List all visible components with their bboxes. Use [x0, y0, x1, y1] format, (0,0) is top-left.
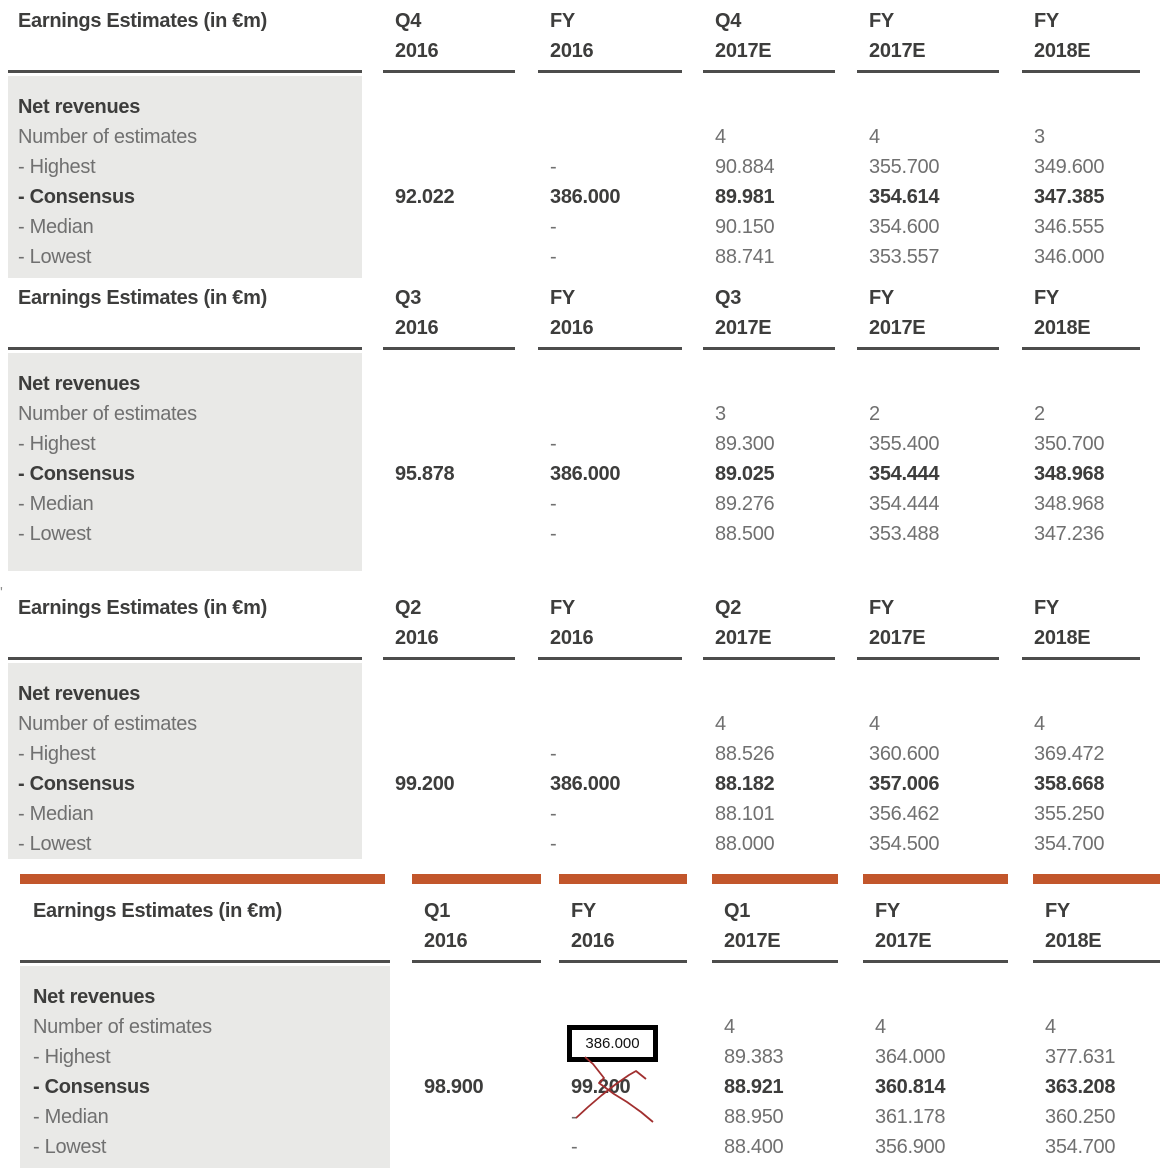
row-label: Net revenues: [33, 986, 156, 1008]
cell: 350.700: [1034, 433, 1105, 455]
row-label: - Highest: [33, 1046, 111, 1068]
cell: -: [571, 1136, 578, 1158]
cell: 354.444: [869, 463, 940, 485]
value-column: [383, 593, 515, 859]
column-year: 2016: [424, 930, 468, 952]
cell: 4: [1045, 1016, 1056, 1038]
column-header: [857, 283, 999, 350]
column-year: 2016: [550, 317, 594, 339]
value-column: [383, 6, 515, 278]
cell: [395, 489, 515, 519]
column-period: Q4: [715, 10, 742, 32]
cell: [424, 1132, 541, 1162]
cell: [395, 212, 515, 242]
cross-out-annotation-icon: [553, 1048, 668, 1128]
value-column: [863, 896, 1008, 1168]
value-column: [857, 283, 999, 571]
cell: 95.878: [395, 463, 455, 485]
row-label: - Highest: [18, 156, 96, 178]
cell: [395, 429, 515, 459]
cell: 2: [869, 403, 880, 425]
cell: 348.968: [1034, 463, 1105, 485]
cell: [424, 982, 541, 1012]
cell: 369.472: [1034, 743, 1105, 765]
cell: 386.000: [550, 773, 621, 795]
cell: [395, 799, 515, 829]
value-column-body: [712, 966, 838, 1168]
row-label: - Lowest: [33, 1136, 107, 1158]
row-label: - Consensus: [18, 463, 135, 485]
column-period: FY: [869, 597, 894, 619]
value-column: [1033, 896, 1160, 1168]
table-title: Earnings Estimates (in €m): [8, 6, 362, 73]
cell: -: [550, 743, 557, 765]
column-year: 2016: [571, 930, 615, 952]
cell: 356.462: [869, 803, 940, 825]
column-year: 2017E: [715, 627, 772, 649]
column-period: FY: [1034, 10, 1059, 32]
cell: [550, 709, 682, 739]
cell: 347.236: [1034, 523, 1105, 545]
column-year: 2017E: [869, 627, 926, 649]
cell: [424, 1042, 541, 1072]
cell: [395, 709, 515, 739]
value-column-body: [538, 76, 682, 278]
cell: 88.741: [715, 246, 775, 268]
cell: [715, 369, 835, 399]
column-period: FY: [1045, 900, 1070, 922]
cell: [395, 122, 515, 152]
value-column: [703, 6, 835, 278]
column-header: [1022, 283, 1140, 350]
value-column-body: [857, 353, 999, 571]
cell: [395, 829, 515, 859]
label-column-body: [8, 353, 362, 571]
cell: [1034, 369, 1140, 399]
cell: [869, 92, 999, 122]
row-label: - Consensus: [18, 186, 135, 208]
column-period: FY: [875, 900, 900, 922]
column-year: 2017E: [869, 40, 926, 62]
column-year: 2017E: [869, 317, 926, 339]
column-header: [1022, 593, 1140, 660]
cell: 88.101: [715, 803, 775, 825]
value-column: [703, 283, 835, 571]
column-period: Q3: [395, 287, 422, 309]
value-column-body: [857, 663, 999, 859]
column-header: [383, 6, 515, 73]
cell: 363.208: [1045, 1076, 1116, 1098]
cell: [395, 152, 515, 182]
cell: 360.250: [1045, 1106, 1116, 1128]
value-column: [383, 283, 515, 571]
cell: [550, 369, 682, 399]
row-label: - Highest: [18, 743, 96, 765]
row-label: - Highest: [18, 433, 96, 455]
divider-bar-label: [20, 874, 385, 884]
cell: 3: [715, 403, 726, 425]
divider-bar-col3: [712, 874, 838, 884]
cell: 354.600: [869, 216, 940, 238]
column-header: [863, 896, 1008, 963]
column-header: [712, 896, 838, 963]
cell: 88.500: [715, 523, 775, 545]
column-year: 2018E: [1045, 930, 1102, 952]
value-column: [538, 6, 682, 278]
column-period: FY: [869, 10, 894, 32]
cell: 358.668: [1034, 773, 1105, 795]
cell: -: [571, 1106, 578, 1128]
divider-bar-col4: [863, 874, 1008, 884]
cell: [424, 1012, 541, 1042]
cell: 89.276: [715, 493, 775, 515]
label-column: [8, 6, 362, 278]
cell: 354.614: [869, 186, 940, 208]
column-period: FY: [571, 900, 596, 922]
column-year: 2018E: [1034, 317, 1091, 339]
cell: -: [550, 433, 557, 455]
column-header: [559, 896, 687, 963]
cell: 354.700: [1034, 833, 1105, 855]
column-period: Q3: [715, 287, 742, 309]
cell: 89.300: [715, 433, 775, 455]
cell: [550, 92, 682, 122]
cell: 88.400: [724, 1136, 784, 1158]
cell: 360.600: [869, 743, 940, 765]
value-column: [412, 896, 541, 1168]
cell: -: [550, 803, 557, 825]
column-header: [412, 896, 541, 963]
value-column: [1022, 6, 1140, 278]
value-column: [1022, 593, 1140, 859]
cell: 4: [1034, 713, 1045, 735]
column-year: 2016: [395, 317, 439, 339]
column-year: 2016: [550, 627, 594, 649]
cell: 99.200: [395, 773, 455, 795]
column-period: Q1: [424, 900, 451, 922]
value-column-body: [1033, 966, 1160, 1168]
value-column: [1022, 283, 1140, 571]
cell: 90.150: [715, 216, 775, 238]
column-year: 2017E: [715, 317, 772, 339]
column-header: [1033, 896, 1160, 963]
cell: 4: [869, 713, 880, 735]
column-period: FY: [1034, 597, 1059, 619]
annotation-value: 386.000: [585, 1035, 640, 1052]
column-header: [703, 283, 835, 350]
column-header: [857, 593, 999, 660]
value-column-body: [538, 353, 682, 571]
row-label: - Median: [18, 216, 94, 238]
cell: [550, 122, 682, 152]
column-period: Q2: [395, 597, 422, 619]
label-column-body: [8, 663, 362, 859]
cell: 89.383: [724, 1046, 784, 1068]
cell: 3: [1034, 126, 1045, 148]
cell: 353.557: [869, 246, 940, 268]
value-column: [538, 593, 682, 859]
value-column: [538, 283, 682, 571]
cell: 88.000: [715, 833, 775, 855]
cell: 4: [869, 126, 880, 148]
cell: 4: [875, 1016, 886, 1038]
cell: [424, 1102, 541, 1132]
row-label: - Consensus: [18, 773, 135, 795]
column-year: 2017E: [715, 40, 772, 62]
cell: 4: [724, 1016, 735, 1038]
cell: -: [550, 156, 557, 178]
label-column-body: [20, 966, 390, 1168]
cell: 347.385: [1034, 186, 1105, 208]
value-column-body: [1022, 663, 1140, 859]
cell: -: [550, 493, 557, 515]
cell: 386.000: [550, 186, 621, 208]
row-label: - Median: [18, 803, 94, 825]
label-column: [8, 283, 362, 571]
value-column-body: [857, 76, 999, 278]
value-column: [712, 896, 838, 1168]
cell: 4: [715, 713, 726, 735]
column-header: [383, 593, 515, 660]
cell: [550, 679, 682, 709]
cell: 89.981: [715, 186, 775, 208]
cell: 89.025: [715, 463, 775, 485]
cell: -: [550, 523, 557, 545]
column-period: Q4: [395, 10, 422, 32]
cell: [395, 242, 515, 272]
cell: 88.921: [724, 1076, 784, 1098]
row-label: Net revenues: [18, 373, 141, 395]
divider-bar-col1: [412, 874, 541, 884]
label-column-body: [8, 76, 362, 278]
row-label: Number of estimates: [18, 403, 197, 425]
column-period: Q1: [724, 900, 751, 922]
row-label: - Lowest: [18, 523, 92, 545]
column-year: 2016: [395, 627, 439, 649]
cell: 348.968: [1034, 493, 1105, 515]
value-column-body: [1022, 76, 1140, 278]
cell: [395, 519, 515, 549]
cell: [869, 679, 999, 709]
value-column-body: [383, 663, 515, 859]
cell: 386.000: [550, 463, 621, 485]
column-period: FY: [550, 287, 575, 309]
row-label: - Lowest: [18, 833, 92, 855]
value-column-body: [863, 966, 1008, 1168]
cell: 361.178: [875, 1106, 946, 1128]
column-period: FY: [869, 287, 894, 309]
cell: [1034, 92, 1140, 122]
cell: 90.884: [715, 156, 775, 178]
column-header: [538, 6, 682, 73]
cell: 88.526: [715, 743, 775, 765]
column-header: [383, 283, 515, 350]
cell: [875, 982, 1008, 1012]
row-label: Number of estimates: [18, 126, 197, 148]
value-column-body: [1022, 353, 1140, 571]
column-year: 2018E: [1034, 40, 1091, 62]
cell: 354.700: [1045, 1136, 1116, 1158]
column-header: [538, 593, 682, 660]
column-period: FY: [1034, 287, 1059, 309]
cell: 2: [1034, 403, 1045, 425]
cell: 88.182: [715, 773, 775, 795]
column-period: Q2: [715, 597, 742, 619]
cell: 4: [715, 126, 726, 148]
value-column-body: [383, 76, 515, 278]
row-label: Net revenues: [18, 683, 141, 705]
row-label: Number of estimates: [33, 1016, 212, 1038]
cell: [571, 982, 687, 1012]
cell: 357.006: [869, 773, 940, 795]
cell: 364.000: [875, 1046, 946, 1068]
column-header: [1022, 6, 1140, 73]
value-column: [857, 593, 999, 859]
column-year: 2017E: [875, 930, 932, 952]
cell: 354.500: [869, 833, 940, 855]
cell: [395, 92, 515, 122]
cell: -: [550, 216, 557, 238]
value-column-body: [703, 663, 835, 859]
column-year: 2017E: [724, 930, 781, 952]
cell: 98.900: [424, 1076, 484, 1098]
cell: 346.000: [1034, 246, 1105, 268]
label-column: [8, 593, 362, 859]
column-year: 2018E: [1034, 627, 1091, 649]
value-column-body: [703, 353, 835, 571]
cell: 354.444: [869, 493, 940, 515]
row-label: Net revenues: [18, 96, 141, 118]
column-period: FY: [550, 597, 575, 619]
cell: [395, 679, 515, 709]
cell: 360.814: [875, 1076, 946, 1098]
cell: 355.400: [869, 433, 940, 455]
cell: 88.950: [724, 1106, 784, 1128]
value-column-body: [538, 663, 682, 859]
value-column: [857, 6, 999, 278]
row-label: Number of estimates: [18, 713, 197, 735]
table-title: Earnings Estimates (in €m): [20, 896, 390, 963]
stray-mark: ': [0, 584, 3, 601]
value-column-body: [412, 966, 541, 1168]
table-title: Earnings Estimates (in €m): [8, 593, 362, 660]
column-year: 2016: [395, 40, 439, 62]
label-column: [20, 896, 390, 1168]
cell: 92.022: [395, 186, 455, 208]
cell: [1034, 679, 1140, 709]
column-header: [703, 593, 835, 660]
cell: [724, 982, 838, 1012]
value-column-body: [383, 353, 515, 571]
cell: [869, 369, 999, 399]
cell: [715, 679, 835, 709]
table-title: Earnings Estimates (in €m): [8, 283, 362, 350]
cell: [550, 399, 682, 429]
column-period: FY: [550, 10, 575, 32]
cell: [395, 369, 515, 399]
cell: 99.200: [571, 1076, 631, 1098]
column-header: [857, 6, 999, 73]
cell: 346.555: [1034, 216, 1105, 238]
cell: 377.631: [1045, 1046, 1116, 1068]
column-header: [703, 6, 835, 73]
cell: -: [550, 246, 557, 268]
row-label: - Consensus: [33, 1076, 150, 1098]
row-label: - Median: [18, 493, 94, 515]
row-label: - Lowest: [18, 246, 92, 268]
cell: [395, 739, 515, 769]
divider-bar-col5: [1033, 874, 1160, 884]
value-column-body: [703, 76, 835, 278]
cell: 356.900: [875, 1136, 946, 1158]
cell: [395, 399, 515, 429]
cell: [715, 92, 835, 122]
cell: 349.600: [1034, 156, 1105, 178]
cell: 355.700: [869, 156, 940, 178]
divider-bar-col2: [559, 874, 687, 884]
cell: 355.250: [1034, 803, 1105, 825]
row-label: - Median: [33, 1106, 109, 1128]
cell: -: [550, 833, 557, 855]
cell: [1045, 982, 1160, 1012]
column-header: [538, 283, 682, 350]
value-column: [703, 593, 835, 859]
cell: 353.488: [869, 523, 940, 545]
column-year: 2016: [550, 40, 594, 62]
